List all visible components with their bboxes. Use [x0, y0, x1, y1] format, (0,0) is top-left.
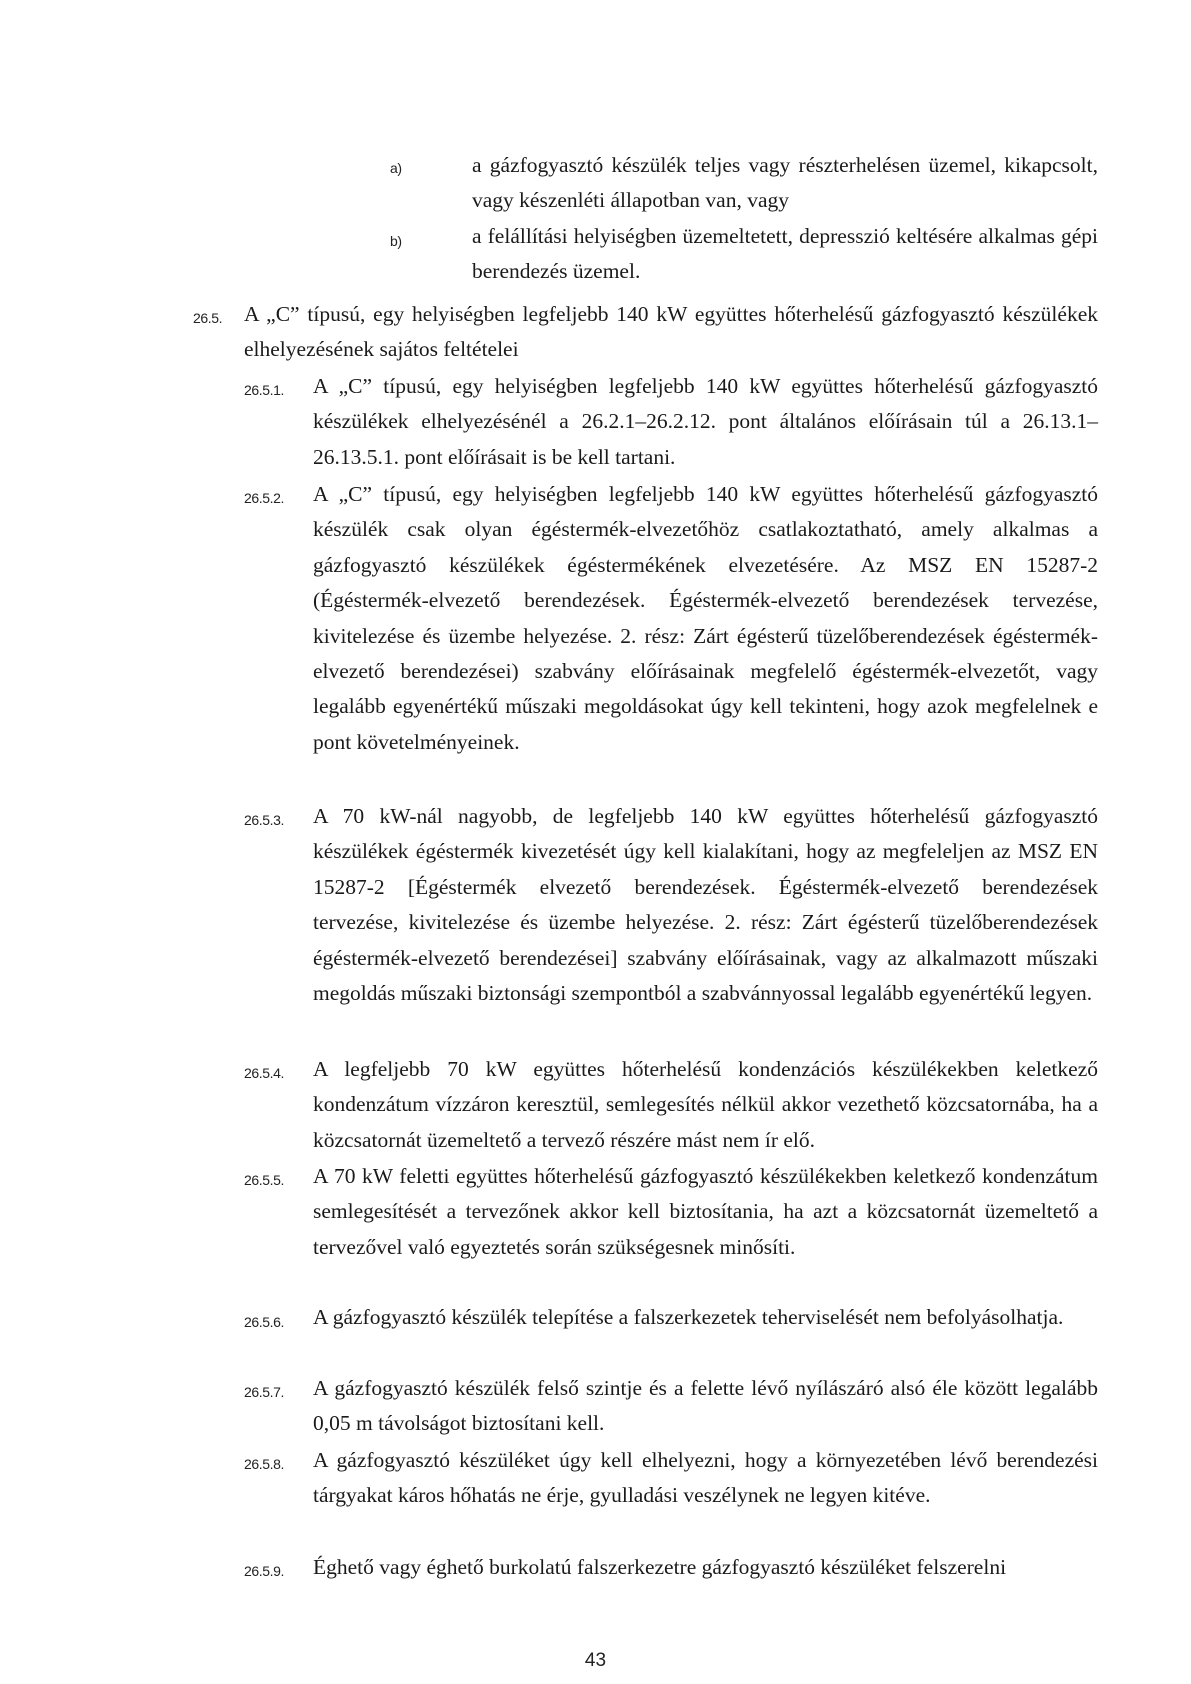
- clause-text: A „C” típusú, egy helyiségben legfeljebb 140 kW együttes hőterhelésű gázfogyasztó készülékek elhelyezésénél a 26.2.1–26.2.12. pont általános előírásain túl a 26.13.1–26.13.5.1. pont előírásait is be kell tartani.: [313, 374, 1098, 469]
- clause-number: 26.5.9.: [244, 1563, 285, 1579]
- clause-number: 26.5.7.: [244, 1384, 285, 1400]
- clause-text: A „C” típusú, egy helyiségben legfeljebb 140 kW együttes hőterhelésű gázfogyasztó készülék csak olyan égéstermék-elvezetőhöz csatlakoztatható, amely alkalmas a gázfogyasztó készülékek égéstermékének elvezetésére. Az MSZ EN 15287-2 (Égéstermék-elvezető berendezések. Égéstermék-elvezető berendezések tervezése, kivitelezése és üzembe helyezése. 2. rész: Zárt égésterű tüzelőberendezések égéstermék-elvezető berendezései) szabvány előírásainak megfelelő égéstermék-elvezetőt, vagy legalább egyenértékű műszaki megoldásokat úgy kell tekinteni, hogy azok megfelelnek e pont követelményeinek.: [313, 482, 1098, 754]
- clause-number: 26.5.4.: [244, 1065, 285, 1081]
- list-item-b-text: a felállítási helyiségben üzemeltetett, depresszió keltésére alkalmas gépi berendezés üzemel.: [472, 224, 1098, 284]
- list-item-a-text: a gázfogyasztó készülék teljes vagy részterhelésen üzemel, kikapcsolt, vagy készenléti állapotban van, vagy: [472, 153, 1098, 213]
- clause-number: 26.5.3.: [244, 812, 285, 828]
- clause-text: A gázfogyasztó készüléket úgy kell elhelyezni, hogy a környezetében lévő berendezési tárgyakat káros hőhatás ne érje, gyulladási veszélynek ne legyen kitéve.: [313, 1448, 1098, 1508]
- page-number: 43: [584, 1650, 607, 1671]
- clause-text: A 70 kW feletti együttes hőterhelésű gázfogyasztó készülékekben keletkező kondenzátum semlegesítését a tervezőnek akkor kell biztosítania, ha azt a közcsatornát üzemeltető a tervezővel való egyeztetés során szükségesnek minősíti.: [313, 1164, 1098, 1259]
- list-label-a: a): [390, 160, 402, 176]
- list-label-b: b): [390, 233, 402, 249]
- clause-number: 26.5.5.: [244, 1172, 285, 1188]
- clause-number: 26.5.1.: [244, 382, 285, 398]
- clause-text: Éghető vagy éghető burkolatú falszerkezetre gázfogyasztó készüléket felszerelni: [313, 1555, 1007, 1579]
- section-number: 26.5.: [193, 310, 223, 326]
- clause-number: 26.5.6.: [244, 1314, 285, 1330]
- clause-number: 26.5.8.: [244, 1456, 285, 1472]
- clause-text: A gázfogyasztó készülék telepítése a falszerkezetek teherviselését nem befolyásolhatja.: [313, 1305, 1064, 1329]
- clause-text: A legfeljebb 70 kW együttes hőterhelésű kondenzációs készülékekben keletkező kondenzátum vízzáron keresztül, semlegesítés nélkül akkor vezethető közcsatornába, ha a közcsatornát üzemeltető a tervező részére mást nem ír elő.: [313, 1057, 1098, 1152]
- section-title: A „C” típusú, egy helyiségben legfeljebb 140 kW együttes hőterhelésű gázfogyasztó készülékek elhelyezésének sajátos feltételei: [244, 302, 1098, 361]
- clause-text: A gázfogyasztó készülék felső szintje és a felette lévő nyílászáró alsó éle között legalább 0,05 m távolságot biztosítani kell.: [313, 1376, 1098, 1436]
- clause-number: 26.5.2.: [244, 490, 285, 506]
- clause-text: A 70 kW-nál nagyobb, de legfeljebb 140 kW együttes hőterhelésű gázfogyasztó készülékek égéstermék kivezetését úgy kell kialakítani, hogy az megfeleljen az MSZ EN 15287-2 [Égéstermék elvezető berendezések. Égéstermék-elvezető berendezések tervezése, kivitelezése és üzembe helyezése. 2. rész: Zárt égésterű tüzelőberendezések égéstermék-elvezető berendezései] szabvány előírásainak, vagy az alkalmazott műszaki megoldás műszaki biztonsági szempontból a szabvánnyossal legalább egyenértékű legyen.: [313, 804, 1098, 1006]
